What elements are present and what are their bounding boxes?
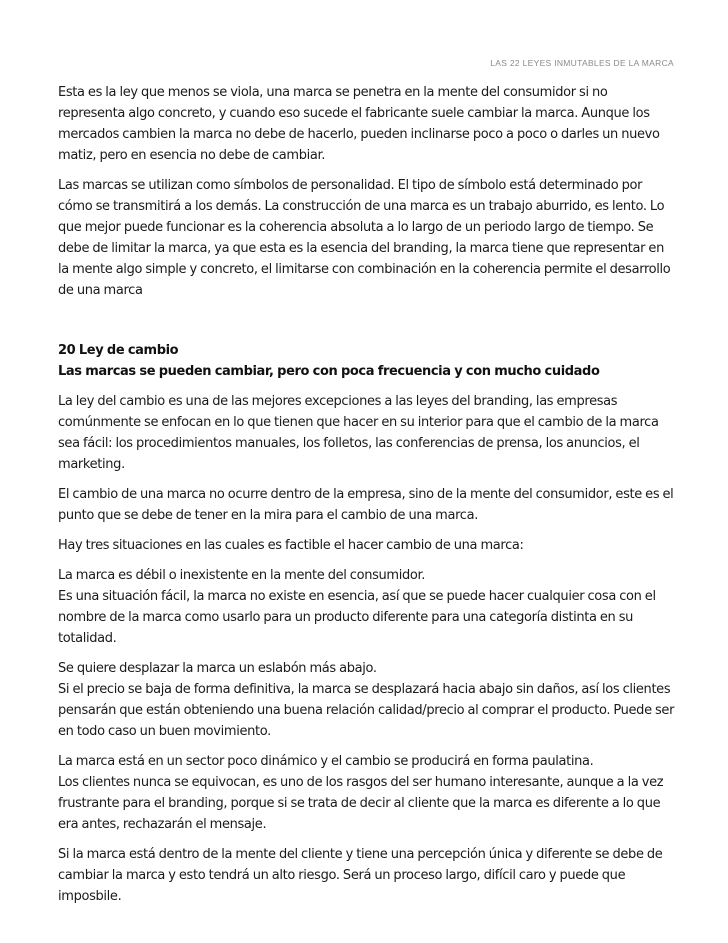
situation-3 [58,751,676,835]
section-subtitle: Las marcas se pueden cambiar, pero con poca frecuencia y con mucho cuidado [58,364,600,379]
intro-paragraph-2: Las marcas se utilizan como símbolos de personalidad. El tipo de símbolo está determinado por cómo se transmitirá a los demás. La construcción de una marca es un trabajo aburrido, es lento. Lo que mejor puede funcionar es la coherencia absoluta a lo largo de un periodo largo de tiempo. Se debe de limitar la marca, ya que esta es la esencia del branding, la marca tiene que representar en la mente algo simple y concreto, el limitarse con combinación en la coherencia permite el desarrollo de una marca [58,178,671,298]
situation-2 [58,658,676,742]
section-paragraph-2: El cambio de una marca no ocurre dentro de la empresa, sino de la mente del consumidor, este es el punto que se debe de tener en la mira para el cambio de una marca. [58,487,674,523]
section-spacer [58,310,676,340]
situation-1-title: La marca es débil o inexistente en la mente del consumidor. [58,568,426,583]
situation-3-text: Los clientes nunca se equivocan, es uno de los rasgos del ser humano interesante, aunque a la vez frustrante para el branding, porque si se trata de decir al cliente que la marca es diferente a lo que era antes, rechazarán el mensaje. [58,775,664,832]
section-paragraph-1: La ley del cambio es una de las mejores excepciones a las leyes del branding, las empresas comúnmente se enfocan en lo que tienen que hacer en su interior para que el cambio de la marca sea fácil: los procedimientos manuales, los folletos, las conferencias de prensa, los anuncios, el marketing. [58,394,659,472]
running-header: LAS 22 LEYES INMUTABLES DE LA MARCA [490,58,674,68]
section-title: 20 Ley de cambio [58,343,179,358]
intro-paragraph-1: Esta es la ley que menos se viola, una marca se penetra en la mente del consumidor si no representa algo concreto, y cuando eso sucede el fabricante suele cambiar la marca. Aunque los mercados cambien la marca no debe de hacerlo, pueden inclinarse poco a poco o darles un nuevo matiz, pero en esencia no debe de cambiar. [58,85,660,163]
section-heading [58,340,676,382]
section-paragraph-3: Hay tres situaciones en las cuales es factible el hacer cambio de una marca: [58,538,524,553]
situation-2-title: Se quiere desplazar la marca un eslabón más abajo. [58,661,377,676]
closing-paragraph: Si la marca está dentro de la mente del cliente y tiene una percepción única y diferente se debe de cambiar la marca y esto tendrá un alto riesgo. Será un proceso largo, difícil caro y puede que imposbile. [58,847,663,904]
situation-2-text: Si el precio se baja de forma definitiva, la marca se desplazará hacia abajo sin daños, así los clientes pensarán que están obteniendo una buena relación calidad/precio al comprar el producto. Puede ser en todo caso un buen movimiento. [58,682,675,739]
document-body [58,82,676,916]
situation-1 [58,565,676,649]
situation-3-title: La marca está en un sector poco dinámico y el cambio se producirá en forma paulatina. [58,754,594,769]
situation-1-text: Es una situación fácil, la marca no existe en esencia, así que se puede hacer cualquier cosa con el nombre de la marca como usarlo para un producto diferente para una categoría distinta en su totalidad. [58,589,656,646]
